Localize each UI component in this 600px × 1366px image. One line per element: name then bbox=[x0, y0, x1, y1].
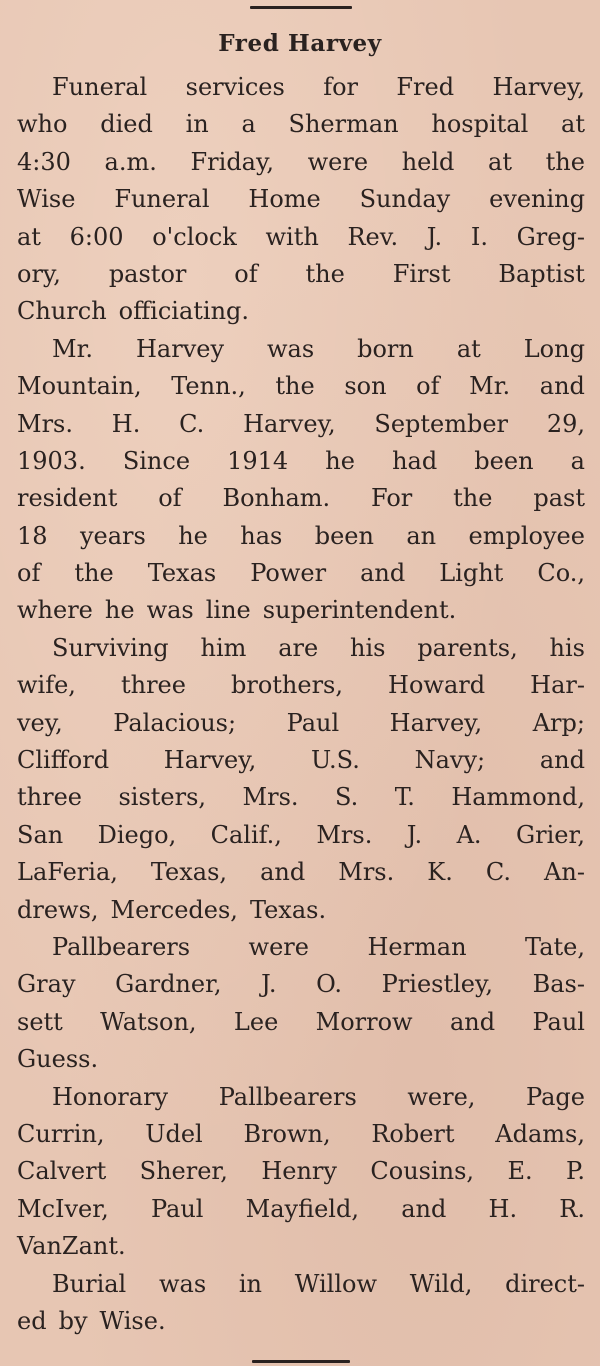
word: Palacious; bbox=[113, 708, 237, 737]
word: Paul bbox=[150, 1194, 204, 1223]
text-line bbox=[17, 966, 585, 1003]
word: wife, bbox=[17, 671, 76, 700]
word: were bbox=[248, 932, 309, 961]
word: J. bbox=[406, 820, 423, 849]
word: Mayfield, bbox=[245, 1194, 359, 1223]
word: Mercedes, bbox=[110, 895, 238, 924]
word: Sherman bbox=[288, 110, 399, 139]
word: are bbox=[278, 633, 319, 662]
word: Long bbox=[523, 334, 585, 363]
word: Burial bbox=[52, 1269, 127, 1298]
text-line bbox=[17, 705, 585, 742]
text-line bbox=[17, 256, 585, 293]
word: Mrs. bbox=[316, 820, 373, 849]
text-line bbox=[17, 368, 585, 405]
word: of bbox=[17, 559, 41, 588]
word: Sherer, bbox=[139, 1157, 228, 1186]
text-line bbox=[17, 443, 585, 480]
word: Harvey, bbox=[492, 73, 585, 101]
word: in bbox=[185, 110, 209, 139]
word: An- bbox=[544, 858, 585, 887]
word: Cousins, bbox=[370, 1157, 475, 1186]
word: Robert bbox=[371, 1119, 455, 1148]
word: Since bbox=[122, 446, 191, 475]
text-line bbox=[17, 667, 585, 704]
word: Pallbearers bbox=[218, 1082, 357, 1111]
word: the bbox=[74, 559, 114, 588]
word: Sunday bbox=[359, 185, 451, 214]
text-line bbox=[17, 929, 585, 966]
word: Paul bbox=[286, 708, 340, 737]
word: Gray bbox=[17, 970, 76, 999]
word: O. bbox=[316, 970, 343, 999]
word: Hammond, bbox=[451, 783, 585, 812]
word: Harvey, bbox=[243, 409, 336, 438]
word: Harvey, bbox=[389, 708, 483, 737]
word: a bbox=[241, 110, 256, 139]
text-line bbox=[17, 406, 585, 443]
word: him bbox=[200, 633, 247, 662]
word: Power bbox=[250, 559, 327, 588]
word: Gardner, bbox=[115, 970, 222, 999]
word: the bbox=[275, 372, 315, 401]
text-line bbox=[17, 331, 585, 368]
word: Co., bbox=[537, 559, 585, 588]
word: direct- bbox=[505, 1269, 585, 1298]
text-line bbox=[17, 892, 585, 929]
text-line bbox=[17, 742, 585, 779]
word: and bbox=[360, 559, 406, 588]
word: at bbox=[488, 147, 512, 176]
word: Greg- bbox=[516, 222, 585, 251]
word: P. bbox=[566, 1157, 585, 1186]
word: pastor bbox=[108, 259, 187, 288]
word: J. bbox=[426, 222, 443, 251]
word: Wild, bbox=[409, 1269, 473, 1298]
word: officiating. bbox=[118, 297, 250, 326]
word: Harvey bbox=[136, 334, 225, 363]
word: Calif., bbox=[210, 820, 282, 849]
text-line bbox=[17, 219, 585, 256]
word: Adams, bbox=[495, 1119, 585, 1148]
word: hospital bbox=[431, 110, 529, 139]
word: three bbox=[120, 671, 186, 700]
word: line bbox=[205, 596, 251, 625]
word: Texas, bbox=[150, 858, 228, 887]
word: Navy; bbox=[414, 746, 486, 775]
word: Currin, bbox=[17, 1119, 105, 1148]
word: employee bbox=[468, 521, 585, 550]
word: Funeral bbox=[114, 185, 210, 214]
word: For bbox=[371, 484, 413, 513]
bottom-divider-rule bbox=[252, 1360, 350, 1363]
word: I. bbox=[470, 222, 488, 251]
word: Harvey, bbox=[163, 746, 257, 775]
word: 29, bbox=[546, 409, 585, 438]
word: A. bbox=[456, 820, 482, 849]
word: Henry bbox=[261, 1157, 337, 1186]
word: were bbox=[307, 147, 369, 176]
word: Lee bbox=[233, 1007, 279, 1036]
word: E. bbox=[507, 1157, 533, 1186]
word: Texas bbox=[147, 559, 217, 588]
word: for bbox=[323, 73, 359, 101]
word: Clifford bbox=[17, 746, 110, 775]
obituary-headline: Fred Harvey bbox=[218, 30, 382, 57]
word: Mr. bbox=[469, 372, 511, 401]
text-line bbox=[17, 592, 585, 629]
text-line bbox=[17, 1153, 585, 1190]
word: R. bbox=[559, 1194, 585, 1223]
word: parents, bbox=[417, 633, 518, 662]
word: at bbox=[456, 334, 481, 363]
word: 1903. bbox=[17, 446, 86, 475]
word: Howard bbox=[388, 671, 486, 700]
word: VanZant. bbox=[17, 1232, 126, 1261]
text-line bbox=[17, 1116, 585, 1153]
word: o'clock bbox=[152, 222, 237, 251]
word: Pallbearers bbox=[52, 932, 191, 961]
word: 6:00 bbox=[69, 222, 124, 251]
word: Fred bbox=[396, 73, 455, 101]
word: by bbox=[58, 1306, 88, 1335]
text-line bbox=[17, 1079, 585, 1116]
word: U.S. bbox=[310, 746, 360, 775]
text-line bbox=[17, 181, 585, 218]
word: Mrs. bbox=[242, 783, 299, 812]
text-line bbox=[17, 1266, 585, 1303]
word: 4:30 bbox=[17, 147, 71, 176]
word: Priestley, bbox=[381, 970, 493, 999]
word: Grier, bbox=[515, 820, 585, 849]
word: ory, bbox=[17, 259, 61, 288]
word: Mountain, bbox=[17, 372, 142, 401]
word: drews, bbox=[17, 895, 99, 924]
word: ed bbox=[17, 1306, 47, 1335]
word: his bbox=[549, 633, 585, 662]
text-line bbox=[17, 480, 585, 517]
top-divider-rule bbox=[250, 6, 352, 9]
word: son bbox=[344, 372, 387, 401]
text-line bbox=[17, 144, 585, 181]
text-line bbox=[17, 630, 585, 667]
word: the bbox=[305, 259, 345, 288]
word: Mr. bbox=[52, 334, 94, 363]
word: Bonham. bbox=[222, 484, 331, 513]
word: C. bbox=[485, 858, 512, 887]
word: Tenn., bbox=[171, 372, 246, 401]
word: San bbox=[17, 820, 64, 849]
word: September bbox=[374, 409, 509, 438]
word: and bbox=[449, 1007, 496, 1036]
word: died bbox=[100, 110, 153, 139]
word: and bbox=[539, 372, 585, 401]
word: Guess. bbox=[17, 1045, 99, 1074]
word: years bbox=[79, 521, 146, 550]
word: and bbox=[401, 1194, 447, 1223]
word: T. bbox=[394, 783, 415, 812]
word: were, bbox=[407, 1082, 476, 1111]
word: C. bbox=[179, 409, 205, 438]
word: Funeral bbox=[52, 73, 148, 101]
word: superintendent. bbox=[262, 596, 457, 625]
word: Morrow bbox=[315, 1007, 413, 1036]
word: he bbox=[104, 596, 135, 625]
word: Mrs. bbox=[338, 858, 395, 887]
obituary-body bbox=[17, 69, 585, 1340]
word: Home bbox=[248, 185, 321, 214]
word: Bas- bbox=[532, 970, 585, 999]
word: Arp; bbox=[532, 708, 585, 737]
text-line bbox=[17, 1004, 585, 1041]
word: Mrs. bbox=[17, 409, 73, 438]
text-line bbox=[17, 817, 585, 854]
word: where bbox=[17, 596, 93, 625]
word: been bbox=[474, 446, 534, 475]
word: Page bbox=[526, 1082, 585, 1111]
text-line bbox=[17, 555, 585, 592]
word: Honorary bbox=[52, 1082, 169, 1111]
text-line bbox=[17, 1041, 585, 1078]
word: Calvert bbox=[17, 1157, 107, 1186]
word: Paul bbox=[532, 1007, 585, 1036]
word: S. bbox=[335, 783, 359, 812]
word: held bbox=[401, 147, 455, 176]
word: of bbox=[234, 259, 258, 288]
text-line bbox=[17, 779, 585, 816]
word: was bbox=[146, 596, 194, 625]
word: Texas. bbox=[249, 895, 327, 924]
word: three bbox=[17, 783, 82, 812]
word: Wise. bbox=[99, 1306, 166, 1335]
word: Rev. bbox=[347, 222, 399, 251]
word: been bbox=[314, 521, 374, 550]
word: was bbox=[266, 334, 315, 363]
text-line bbox=[17, 69, 585, 106]
word: First bbox=[392, 259, 451, 288]
text-line bbox=[17, 1191, 585, 1228]
word: Willow bbox=[294, 1269, 378, 1298]
word: Wise bbox=[17, 185, 76, 214]
word: a.m. bbox=[104, 147, 157, 176]
word: who bbox=[17, 110, 68, 139]
word: and bbox=[539, 746, 585, 775]
word: of bbox=[158, 484, 182, 513]
word: with bbox=[265, 222, 319, 251]
word: the bbox=[453, 484, 493, 513]
word: Surviving bbox=[52, 633, 169, 662]
word: Udel bbox=[145, 1119, 203, 1148]
word: Baptist bbox=[498, 259, 585, 288]
word: H. bbox=[488, 1194, 518, 1223]
word: of bbox=[416, 372, 440, 401]
word: he bbox=[178, 521, 208, 550]
text-line bbox=[17, 1303, 585, 1340]
word: 18 bbox=[17, 521, 48, 550]
word: was bbox=[158, 1269, 207, 1298]
text-line bbox=[17, 518, 585, 555]
word: had bbox=[392, 446, 438, 475]
word: and bbox=[260, 858, 306, 887]
text-line bbox=[17, 854, 585, 891]
word: past bbox=[533, 484, 585, 513]
word: brothers, bbox=[230, 671, 343, 700]
word: vey, bbox=[17, 708, 63, 737]
word: K. bbox=[427, 858, 453, 887]
text-line bbox=[17, 1228, 585, 1265]
word: resident bbox=[17, 484, 118, 513]
word: Watson, bbox=[100, 1007, 197, 1036]
word: Herman bbox=[367, 932, 467, 961]
word: Har- bbox=[530, 671, 585, 700]
word: sisters, bbox=[118, 783, 207, 812]
word: Light bbox=[439, 559, 504, 588]
word: evening bbox=[489, 185, 585, 214]
text-line bbox=[17, 293, 585, 330]
word: a bbox=[570, 446, 585, 475]
word: he bbox=[325, 446, 355, 475]
word: H. bbox=[111, 409, 141, 438]
word: at bbox=[561, 110, 585, 139]
word: in bbox=[238, 1269, 263, 1298]
word: sett bbox=[17, 1007, 63, 1036]
word: his bbox=[350, 633, 386, 662]
word: born bbox=[357, 334, 414, 363]
text-line bbox=[17, 106, 585, 143]
word: services bbox=[185, 73, 285, 101]
word: has bbox=[240, 521, 283, 550]
word: Friday, bbox=[190, 147, 274, 176]
word: the bbox=[545, 147, 585, 176]
word: 1914 bbox=[227, 446, 289, 475]
word: Tate, bbox=[525, 932, 585, 961]
word: at bbox=[17, 222, 41, 251]
word: J. bbox=[261, 970, 277, 999]
word: an bbox=[406, 521, 437, 550]
word: McIver, bbox=[17, 1194, 109, 1223]
word: LaFeria, bbox=[17, 858, 118, 887]
word: Brown, bbox=[243, 1119, 331, 1148]
word: Diego, bbox=[97, 820, 177, 849]
word: Church bbox=[17, 297, 107, 326]
